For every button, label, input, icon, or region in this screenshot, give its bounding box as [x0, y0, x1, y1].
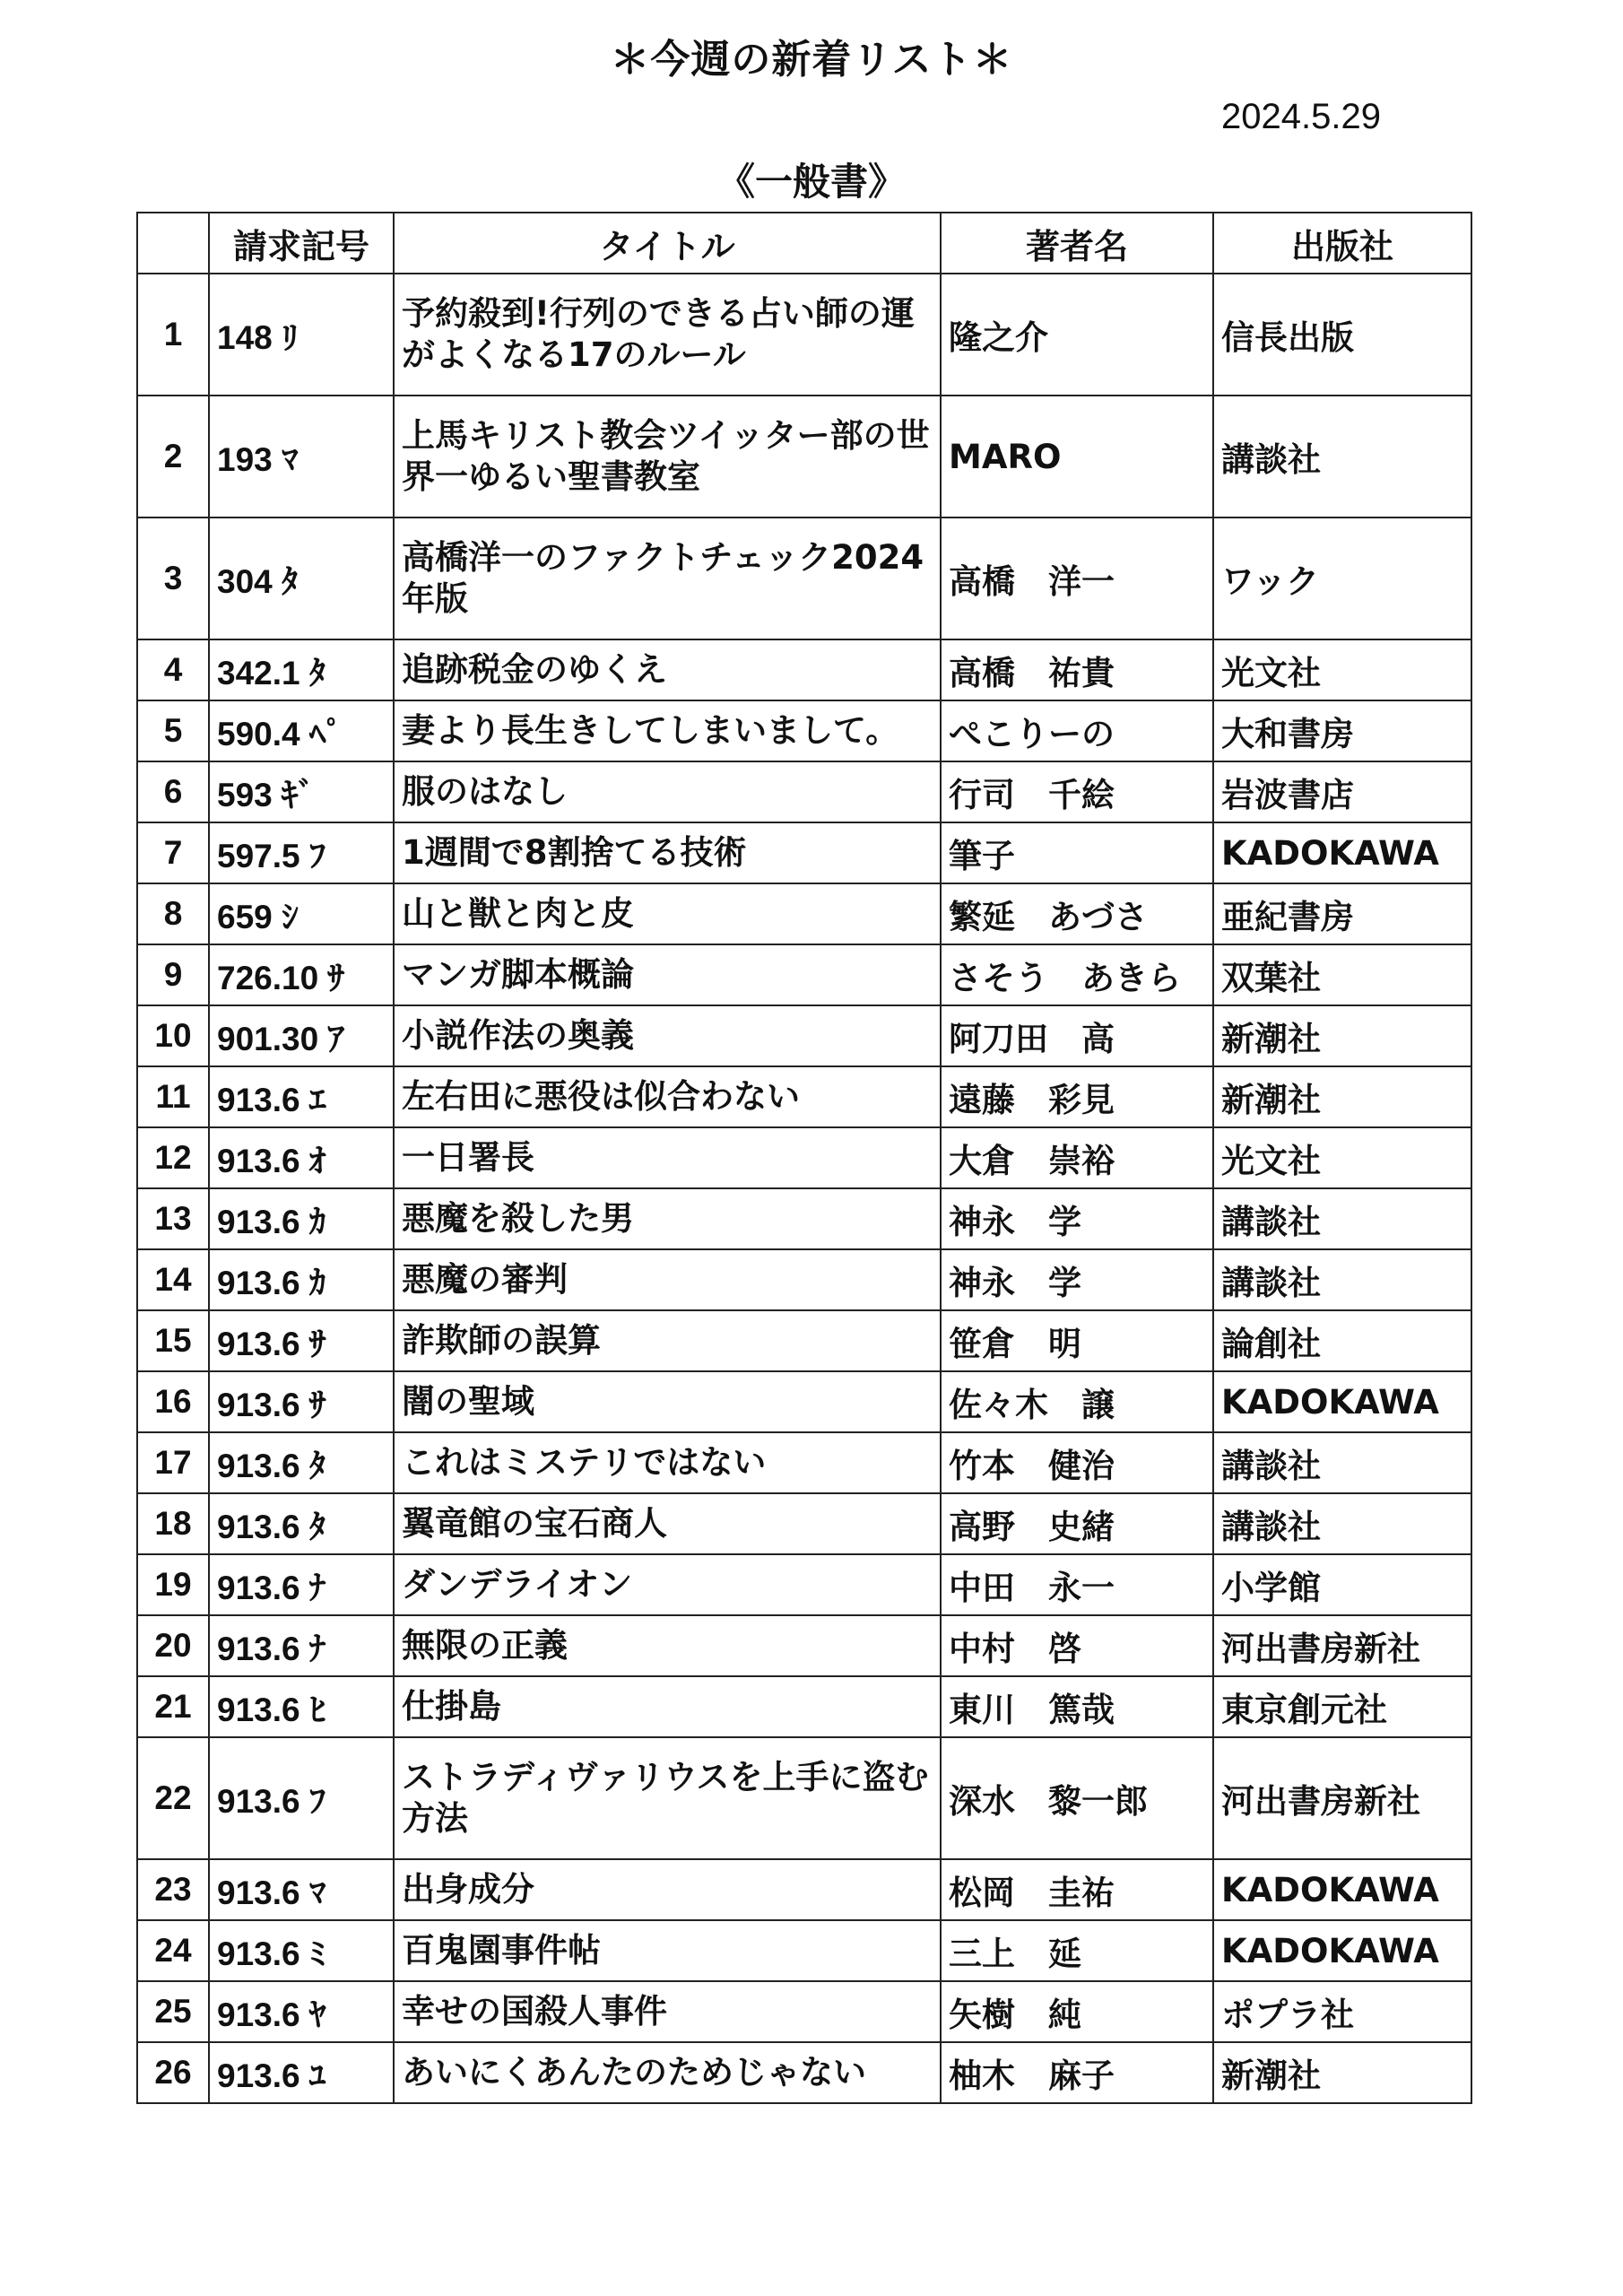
- row-number: 11: [137, 1066, 209, 1127]
- row-number: 26: [137, 2042, 209, 2103]
- author-cell: 繁延 あづさ: [941, 883, 1213, 944]
- call-number-cell: 342.1 ﾀ: [209, 639, 394, 700]
- author-cell: 三上 延: [941, 1920, 1213, 1981]
- call-number-cell: 726.10 ｻ: [209, 944, 394, 1005]
- publisher-cell: 新潮社: [1213, 2042, 1471, 2103]
- call-number-cell: 659 ｼ: [209, 883, 394, 944]
- title-cell: 翼竜館の宝石商人: [394, 1493, 941, 1554]
- table-row: [137, 1493, 1471, 1554]
- call-number-cell: 913.6 ﾌ: [209, 1737, 394, 1859]
- call-number-cell: 913.6 ﾀ: [209, 1432, 394, 1493]
- table-row: [137, 274, 1471, 396]
- call-number-cell: 593 ｷﾞ: [209, 761, 394, 822]
- row-number: 1: [137, 274, 209, 396]
- publisher-cell: 講談社: [1213, 1249, 1471, 1310]
- call-number-cell: 304 ﾀ: [209, 517, 394, 639]
- call-number-cell: 913.6 ﾅ: [209, 1554, 394, 1615]
- table-row: [137, 761, 1471, 822]
- author-cell: MARO: [941, 396, 1213, 517]
- row-number: 9: [137, 944, 209, 1005]
- title-cell: 妻より長生きしてしまいまして。: [394, 700, 941, 761]
- row-number: 20: [137, 1615, 209, 1676]
- publisher-cell: KADOKAWA: [1213, 1859, 1471, 1920]
- table-row: [137, 1249, 1471, 1310]
- row-number: 8: [137, 883, 209, 944]
- publisher-cell: 双葉社: [1213, 944, 1471, 1005]
- author-cell: 遠藤 彩見: [941, 1066, 1213, 1127]
- author-cell: 佐々木 譲: [941, 1371, 1213, 1432]
- call-number-cell: 148 ﾘ: [209, 274, 394, 396]
- table-header-row: [137, 213, 1471, 274]
- publisher-cell: 亜紀書房: [1213, 883, 1471, 944]
- publisher-cell: 論創社: [1213, 1310, 1471, 1371]
- table-row: [137, 396, 1471, 517]
- title-cell: 出身成分: [394, 1859, 941, 1920]
- publisher-cell: ポプラ社: [1213, 1981, 1471, 2042]
- page-title: ＊今週の新着リスト＊: [610, 37, 1013, 83]
- table-row: [137, 1432, 1471, 1493]
- title-cell: 予約殺到!行列のできる占い師の運がよくなる17のルール: [394, 274, 941, 396]
- title-cell: 小説作法の奥義: [394, 1005, 941, 1066]
- table-row: [137, 1737, 1471, 1859]
- call-number-cell: 913.6 ﾀ: [209, 1493, 394, 1554]
- table-row: [137, 1310, 1471, 1371]
- row-number: 13: [137, 1188, 209, 1249]
- author-cell: 深水 黎一郎: [941, 1737, 1213, 1859]
- title-cell: 仕掛島: [394, 1676, 941, 1737]
- author-cell: 笹倉 明: [941, 1310, 1213, 1371]
- table-row: [137, 822, 1471, 883]
- table-row: [137, 1005, 1471, 1066]
- author-cell: 阿刀田 高: [941, 1005, 1213, 1066]
- column-header-publisher: 出版社: [1213, 213, 1471, 274]
- new-arrivals-table: [136, 212, 1472, 2104]
- table-row: [137, 517, 1471, 639]
- author-cell: さそう あきら: [941, 944, 1213, 1005]
- table-row: [137, 1615, 1471, 1676]
- publisher-cell: 講談社: [1213, 1493, 1471, 1554]
- row-number: 10: [137, 1005, 209, 1066]
- row-number: 24: [137, 1920, 209, 1981]
- page-date: 2024.5.29: [1221, 97, 1381, 136]
- author-cell: 矢樹 純: [941, 1981, 1213, 2042]
- publisher-cell: KADOKAWA: [1213, 1371, 1471, 1432]
- table-row: [137, 1981, 1471, 2042]
- call-number-cell: 913.6 ﾅ: [209, 1615, 394, 1676]
- call-number-cell: 901.30 ｱ: [209, 1005, 394, 1066]
- publisher-cell: 小学館: [1213, 1554, 1471, 1615]
- table-row: [137, 639, 1471, 700]
- row-number: 5: [137, 700, 209, 761]
- author-cell: 高橋 祐貴: [941, 639, 1213, 700]
- table-row: [137, 944, 1471, 1005]
- row-number: 22: [137, 1737, 209, 1859]
- title-cell: 高橋洋一のファクトチェック2024年版: [394, 517, 941, 639]
- author-cell: 中村 啓: [941, 1615, 1213, 1676]
- author-cell: ぺこりーの: [941, 700, 1213, 761]
- author-cell: 行司 千絵: [941, 761, 1213, 822]
- title-cell: ストラディヴァリウスを上手に盗む方法: [394, 1737, 941, 1859]
- call-number-cell: 590.4 ﾍﾟ: [209, 700, 394, 761]
- author-cell: 隆之介: [941, 274, 1213, 396]
- publisher-cell: 光文社: [1213, 639, 1471, 700]
- publisher-cell: 講談社: [1213, 1432, 1471, 1493]
- table-row: [137, 1188, 1471, 1249]
- publisher-cell: 東京創元社: [1213, 1676, 1471, 1737]
- publisher-cell: 講談社: [1213, 1188, 1471, 1249]
- publisher-cell: KADOKAWA: [1213, 1920, 1471, 1981]
- column-header-author: 著者名: [941, 213, 1213, 274]
- title-cell: 悪魔を殺した男: [394, 1188, 941, 1249]
- publisher-cell: 新潮社: [1213, 1066, 1471, 1127]
- row-number: 14: [137, 1249, 209, 1310]
- title-cell: 幸せの国殺人事件: [394, 1981, 941, 2042]
- row-number: 2: [137, 396, 209, 517]
- author-cell: 神永 学: [941, 1188, 1213, 1249]
- call-number-cell: 913.6 ｻ: [209, 1310, 394, 1371]
- title-cell: 上馬キリスト教会ツイッター部の世界一ゆるい聖書教室: [394, 396, 941, 517]
- call-number-cell: 597.5 ﾌ: [209, 822, 394, 883]
- call-number-cell: 913.6 ｻ: [209, 1371, 394, 1432]
- publisher-cell: 新潮社: [1213, 1005, 1471, 1066]
- title-cell: 服のはなし: [394, 761, 941, 822]
- call-number-cell: 913.6 ﾐ: [209, 1920, 394, 1981]
- call-number-cell: 913.6 ｴ: [209, 1066, 394, 1127]
- author-cell: 柚木 麻子: [941, 2042, 1213, 2103]
- title-cell: 山と獣と肉と皮: [394, 883, 941, 944]
- table-row: [137, 1920, 1471, 1981]
- publisher-cell: 光文社: [1213, 1127, 1471, 1188]
- row-number: 7: [137, 822, 209, 883]
- table-row: [137, 1859, 1471, 1920]
- title-cell: これはミステリではない: [394, 1432, 941, 1493]
- publisher-cell: 講談社: [1213, 396, 1471, 517]
- row-number: 6: [137, 761, 209, 822]
- title-cell: 左右田に悪役は似合わない: [394, 1066, 941, 1127]
- column-header-number: [137, 213, 209, 274]
- author-cell: 松岡 圭祐: [941, 1859, 1213, 1920]
- title-cell: 悪魔の審判: [394, 1249, 941, 1310]
- title-cell: 1週間で8割捨てる技術: [394, 822, 941, 883]
- publisher-cell: KADOKAWA: [1213, 822, 1471, 883]
- table-row: [137, 1676, 1471, 1737]
- row-number: 12: [137, 1127, 209, 1188]
- publisher-cell: ワック: [1213, 517, 1471, 639]
- author-cell: 中田 永一: [941, 1554, 1213, 1615]
- call-number-cell: 913.6 ｵ: [209, 1127, 394, 1188]
- row-number: 18: [137, 1493, 209, 1554]
- author-cell: 大倉 崇裕: [941, 1127, 1213, 1188]
- row-number: 17: [137, 1432, 209, 1493]
- row-number: 19: [137, 1554, 209, 1615]
- table-row: [137, 883, 1471, 944]
- call-number-cell: 913.6 ﾏ: [209, 1859, 394, 1920]
- publisher-cell: 大和書房: [1213, 700, 1471, 761]
- row-number: 25: [137, 1981, 209, 2042]
- table-body: [137, 274, 1471, 2103]
- row-number: 21: [137, 1676, 209, 1737]
- title-cell: 一日署長: [394, 1127, 941, 1188]
- publisher-cell: 河出書房新社: [1213, 1737, 1471, 1859]
- section-title: 《一般書》: [716, 160, 906, 204]
- table-row: [137, 1066, 1471, 1127]
- author-cell: 高橋 洋一: [941, 517, 1213, 639]
- table-row: [137, 700, 1471, 761]
- title-cell: 無限の正義: [394, 1615, 941, 1676]
- author-cell: 筆子: [941, 822, 1213, 883]
- column-header-title: タイトル: [394, 213, 941, 274]
- column-header-call-number: 請求記号: [209, 213, 394, 274]
- author-cell: 神永 学: [941, 1249, 1213, 1310]
- call-number-cell: 913.6 ﾋ: [209, 1676, 394, 1737]
- title-cell: 詐欺師の誤算: [394, 1310, 941, 1371]
- table-row: [137, 1554, 1471, 1615]
- author-cell: 竹本 健治: [941, 1432, 1213, 1493]
- title-cell: あいにくあんたのためじゃない: [394, 2042, 941, 2103]
- call-number-cell: 913.6 ﾔ: [209, 1981, 394, 2042]
- row-number: 3: [137, 517, 209, 639]
- table-row: [137, 2042, 1471, 2103]
- publisher-cell: 岩波書店: [1213, 761, 1471, 822]
- call-number-cell: 913.6 ｶ: [209, 1249, 394, 1310]
- title-cell: 闇の聖域: [394, 1371, 941, 1432]
- publisher-cell: 信長出版: [1213, 274, 1471, 396]
- author-cell: 高野 史緒: [941, 1493, 1213, 1554]
- publisher-cell: 河出書房新社: [1213, 1615, 1471, 1676]
- title-cell: ダンデライオン: [394, 1554, 941, 1615]
- call-number-cell: 193 ﾏ: [209, 396, 394, 517]
- table-row: [137, 1127, 1471, 1188]
- call-number-cell: 913.6 ﾕ: [209, 2042, 394, 2103]
- author-cell: 東川 篤哉: [941, 1676, 1213, 1737]
- title-cell: 追跡税金のゆくえ: [394, 639, 941, 700]
- row-number: 23: [137, 1859, 209, 1920]
- row-number: 4: [137, 639, 209, 700]
- row-number: 15: [137, 1310, 209, 1371]
- call-number-cell: 913.6 ｶ: [209, 1188, 394, 1249]
- table-row: [137, 1371, 1471, 1432]
- row-number: 16: [137, 1371, 209, 1432]
- title-cell: 百鬼園事件帖: [394, 1920, 941, 1981]
- title-cell: マンガ脚本概論: [394, 944, 941, 1005]
